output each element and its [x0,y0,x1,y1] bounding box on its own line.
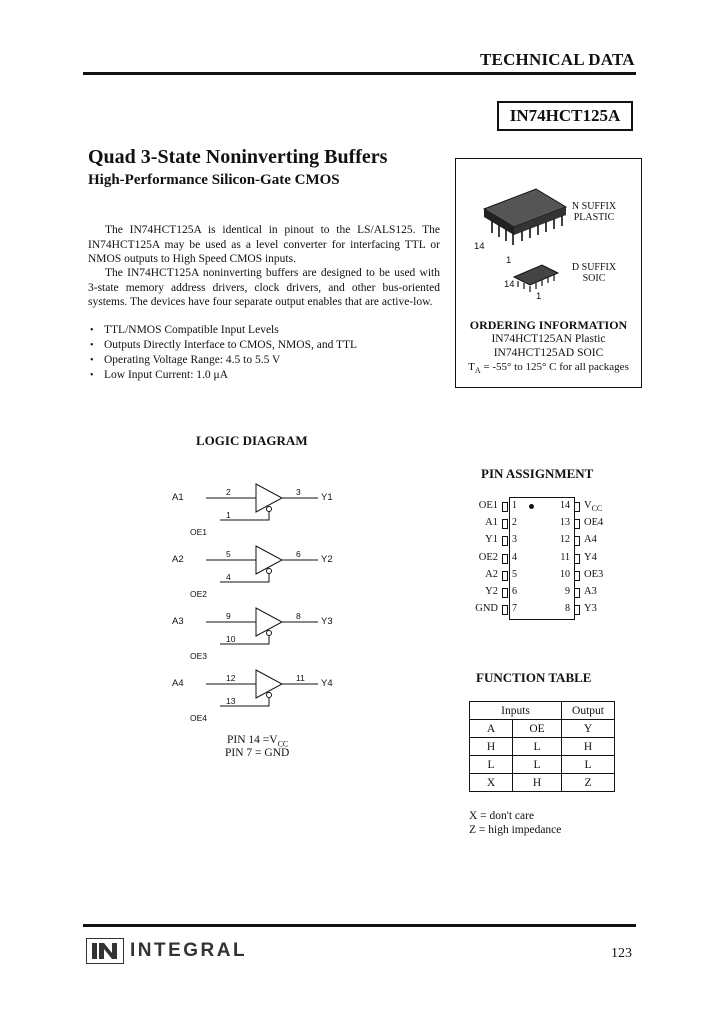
gate-input-pin: 9 [226,611,231,621]
pin-number-right: 11 [560,551,570,563]
table-cell: Z [562,774,615,792]
brand-name: INTEGRAL [130,940,248,961]
pin-number-right: 12 [560,534,570,546]
top-rule [83,72,636,75]
pin-number-left: 7 [512,603,517,615]
gate-output-label: Y2 [321,554,333,565]
note-dont-care: X = don't care [469,810,535,822]
feature-item: • Low Input Current: 1.0 μA [88,368,440,383]
d-suffix-label [564,262,624,284]
feature-item: • Outputs Directly Interface to CMOS, NMOS, and TTL [88,338,440,353]
table-cell: H [562,738,615,756]
enable-bubble [267,569,272,574]
pin-stub [502,554,508,564]
dip-pin1-label: 1 [506,255,512,266]
bottom-rule [83,924,636,927]
pin-stub [574,571,580,581]
pin-name-right: OE3 [584,568,604,580]
gate-input-pin: 5 [226,549,231,559]
pin-stub [574,536,580,546]
pin-number-right: 14 [560,500,570,511]
description-paragraph-2: The IN74HCT125A noninverting buffers are designed to be used with 3-state memory address drivers, clock drivers, and other bus-oriented systems. The devices have four separate output enables that are active-low. [88,267,440,308]
table-cell: L [562,756,615,774]
enable-bubble [267,631,272,636]
table-cell: H [513,774,562,792]
buffer-gate-symbol [256,484,282,512]
gate-enable-label: OE4 [190,713,208,723]
gate-enable-pin: 10 [226,634,236,644]
column-header: Y [562,720,615,738]
pin-number-left: 5 [512,568,517,580]
dip-pin14-label: 14 [474,241,485,252]
pin-stub [574,519,580,529]
ordering-box [455,158,642,388]
feature-list [88,323,440,383]
section-label: TECHNICAL DATA [480,50,635,69]
enable-bubble [267,693,272,698]
gate-input-label: A1 [172,492,184,503]
table-cell: L [470,756,513,774]
pin-name-right: A4 [584,534,597,546]
pin-number-left: 4 [512,551,517,563]
pin-name-right: A3 [584,586,597,597]
integral-logo-icon [86,938,124,964]
note-high-impedance: Z = high impedance [469,824,562,836]
table-cell: X [470,774,513,792]
feature-item: • TTL/NMOS Compatible Input Levels [88,323,440,338]
pin-stub [574,554,580,564]
output-header: Output [562,702,615,720]
enable-bubble [267,507,272,512]
table-row [470,756,615,774]
page-number: 123 [611,946,632,961]
logic-diagram [180,480,350,730]
gate-input-label: A2 [172,554,184,565]
table-cell: H [470,738,513,756]
pin-name-left: A1 [485,517,498,529]
pin-number-left: 6 [512,586,517,597]
pin-assignment-heading: PIN ASSIGNMENT [481,466,594,481]
pin-name-right: Y4 [584,551,597,563]
gate-input-pin: 2 [226,487,231,497]
pin-stub [574,605,580,615]
table-row [470,738,615,756]
inputs-header: Inputs [470,702,562,720]
n-package-type: PLASTIC [573,212,615,223]
pin-name-left: GND [475,603,498,615]
description-paragraph-1: The IN74HCT125A is identical in pinout to the LS/ALS125. The IN74HCT125A may be used as a level converter for interfacing TTL or NMOS outputs to High Speed CMOS inputs. [88,224,440,265]
gate-enable-label: OE1 [190,527,208,537]
gate-output-pin: 11 [296,673,305,683]
pin-number-left: 1 [512,500,517,511]
gate-output-label: Y1 [321,492,333,503]
buffer-gate-symbol [256,608,282,636]
pin-number-right: 13 [560,517,570,529]
buffer-gate-symbol [256,546,282,574]
pin-name-left: A2 [485,568,498,580]
pin-stub [574,588,580,598]
pin-stub [502,571,508,581]
column-header: OE [513,720,562,738]
gate-output-label: Y4 [321,678,333,689]
gate-enable-pin: 1 [226,510,231,520]
table-cell: L [513,738,562,756]
feature-item: • Operating Voltage Range: 4.5 to 5.5 V [88,353,440,368]
gate-enable-label: OE2 [190,589,208,599]
gate-enable-label: OE3 [190,651,208,661]
gate-enable-pin: 13 [226,696,236,706]
pin-stub [502,536,508,546]
gate-input-pin: 12 [226,673,236,683]
page-title: Quad 3-State Noninverting Buffers [88,146,388,168]
pin-number-right: 10 [560,568,570,580]
part-number-box: IN74HCT125A [497,101,633,131]
d-package-type: SOIC [582,273,606,284]
pin14-note: PIN $14 =V_{CC}$ [227,734,289,749]
pin-number-right: 9 [565,586,570,597]
gate-input-label: A4 [172,678,184,689]
page-subtitle: High-Performance Silicon-Gate CMOS [88,172,340,188]
pin-stub [502,519,508,529]
ordering-line-soic: IN74HCT125AD SOIC [493,347,604,359]
soic-pin14-label: 14 [504,279,515,290]
pin1-dot-icon [529,504,534,509]
pin-number-left: 2 [512,517,517,529]
dip-package-icon [484,189,566,245]
pin-name-left: OE2 [478,551,498,563]
n-suffix: N SUFFIX [571,201,617,212]
gate-output-pin: 6 [296,549,301,559]
n-suffix-label [564,201,624,223]
pin-name-right: $V_{CC}$ [584,500,603,514]
pin-name-right: OE4 [584,517,604,529]
gate-output-label: Y3 [321,616,333,627]
d-suffix: D SUFFIX [571,262,617,273]
gate-output-pin: 3 [296,487,301,497]
gate-input-label: A3 [172,616,184,627]
logic-diagram-heading: LOGIC DIAGRAM [196,433,308,448]
ordering-heading: ORDERING INFORMATION [469,318,628,332]
pin-name-left: Y1 [485,534,498,546]
function-table [469,701,615,792]
function-table-heading: FUNCTION TABLE [476,670,592,685]
buffer-gate-symbol [256,670,282,698]
package-illustration [456,159,641,309]
ordering-line-plastic: IN74HCT125AN Plastic [491,333,606,345]
pin-stub [502,502,508,512]
column-header: A [470,720,513,738]
pin-stub [574,502,580,512]
pin-name-right: Y3 [584,603,597,615]
pin-name-left: OE1 [478,500,498,511]
soic-pin1-label: 1 [536,291,542,302]
table-cell: L [513,756,562,774]
gate-output-pin: 8 [296,611,301,621]
soic-package-icon [514,265,558,292]
gate-enable-pin: 4 [226,572,231,582]
pin-number-right: 8 [565,603,570,615]
temperature-range: $T_A = -55^\circ$ to 125° C for all packages [468,361,629,376]
pin-stub [502,588,508,598]
pin-name-left: Y2 [485,586,498,597]
pin-stub [502,605,508,615]
table-row [470,774,615,792]
pin7-note: PIN 7 = GND [225,747,290,759]
pin-number-left: 3 [512,534,517,546]
